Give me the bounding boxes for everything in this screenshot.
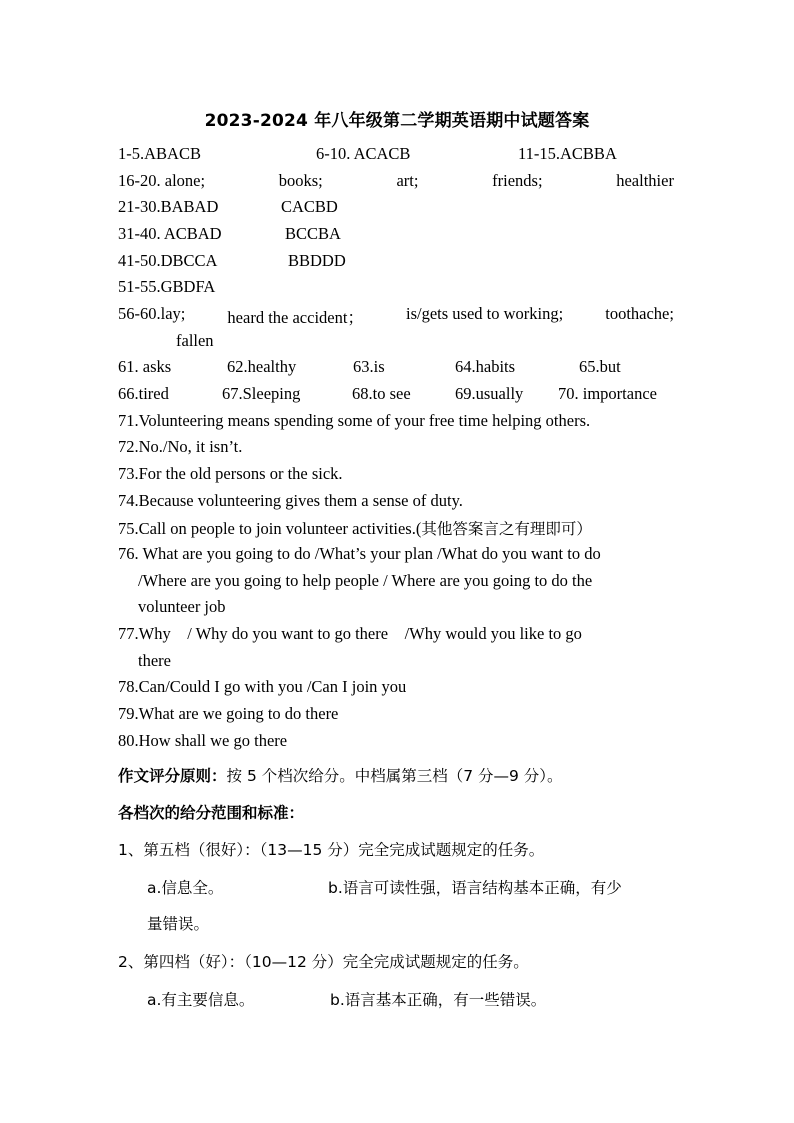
answer-58: is/gets used to working; (405, 304, 564, 323)
grading-principle-label: 作文评分原则： (118, 767, 227, 785)
answer-18: art; (396, 171, 419, 190)
answer-70: 70. importance (558, 384, 657, 403)
answer-51-55: 51-55.GBDFA (118, 277, 216, 296)
answer-77-line1: 77.Why / Why do you want to go there /Why would you like to go (118, 624, 582, 643)
page-title: 2023-2024 年八年级第二学期英语期中试题答案 (204, 111, 590, 131)
answer-61: 61. asks (118, 357, 172, 376)
answer-row-56-60 (118, 304, 674, 328)
tier-4-b: b.语言基本正确，有一些错误。 (330, 991, 547, 1009)
tier-5-b-cont: 量错误。 (147, 915, 210, 933)
answer-46-50: BBDDD (288, 251, 346, 270)
answer-36-40: BCCBA (285, 224, 341, 243)
answer-11-15: 11-15.ACBBA (518, 144, 617, 163)
answer-69: 69.usually (455, 384, 524, 403)
answer-78: 78.Can/Could I go with you /Can I join you (118, 677, 407, 696)
answer-76-line1: 76. What are you going to do /What’s your plan /What do you want to do (118, 544, 601, 563)
answer-76-line3: volunteer job (138, 597, 226, 616)
answer-20: healthier (616, 171, 674, 190)
answer-73: 73.For the old persons or the sick. (118, 464, 343, 483)
answer-80: 80.How shall we go there (118, 731, 288, 750)
answer-63: 63.is (353, 357, 385, 376)
tier-5: 1、第五档（很好）：（13—15 分）完全完成试题规定的任务。 (118, 841, 545, 859)
answer-59: toothache; (605, 304, 674, 323)
answer-74: 74.Because volunteering gives them a sense of duty. (118, 491, 463, 510)
answer-64: 64.habits (455, 357, 516, 376)
answer-19: friends; (492, 171, 543, 190)
answer-62: 62.healthy (227, 357, 297, 376)
grading-principle-text: 按 5 个档次给分。中档属第三档（7 分—9 分）。 (226, 767, 563, 785)
answer-16: 16-20. alone; (118, 171, 206, 190)
answer-17: books; (278, 171, 323, 190)
answer-76-line2: /Where are you going to help people / Where are you going to do the (138, 571, 593, 590)
tier-5-b: b.语言可读性强，语言结构基本正确，有少 (328, 879, 622, 897)
tier-5-a: a.信息全。 (147, 879, 224, 897)
answer-57: heard the accident； (227, 308, 364, 327)
answer-67: 67.Sleeping (222, 384, 301, 403)
grading-principle (118, 764, 563, 786)
answer-75-note: 其他答案言之有理即可） (421, 520, 592, 538)
answer-65: 65.but (579, 357, 621, 376)
answer-72: 72.No./No, it isn’t. (118, 437, 243, 456)
answer-68: 68.to see (352, 384, 411, 403)
answer-71: 71.Volunteering means spending some of your free time helping others. (118, 411, 591, 430)
answer-21-25: 21-30.BABAD (118, 197, 219, 216)
tier-4: 2、第四档（好）：（10—12 分）完全完成试题规定的任务。 (118, 953, 529, 971)
answer-26-30: CACBD (281, 197, 338, 216)
answer-6-10: 6-10. ACACB (316, 144, 411, 163)
answer-77-line2: there (138, 651, 171, 670)
answer-row-16-20 (118, 171, 674, 191)
answer-56: 56-60.lay; (118, 304, 186, 323)
answer-60: fallen (176, 331, 214, 350)
grading-heading: 各档次的给分范围和标准： (118, 804, 305, 822)
tier-4-a: a.有主要信息。 (147, 991, 255, 1009)
answer-75 (118, 517, 592, 539)
answer-41-45: 41-50.DBCCA (118, 251, 218, 270)
answer-66: 66.tired (118, 384, 169, 403)
answer-1-5: 1-5.ABACB (118, 144, 201, 163)
answer-79: 79.What are we going to do there (118, 704, 339, 723)
answer-31-35: 31-40. ACBAD (118, 224, 222, 243)
answer-75-text: 75.Call on people to join volunteer activities.( (118, 519, 422, 538)
